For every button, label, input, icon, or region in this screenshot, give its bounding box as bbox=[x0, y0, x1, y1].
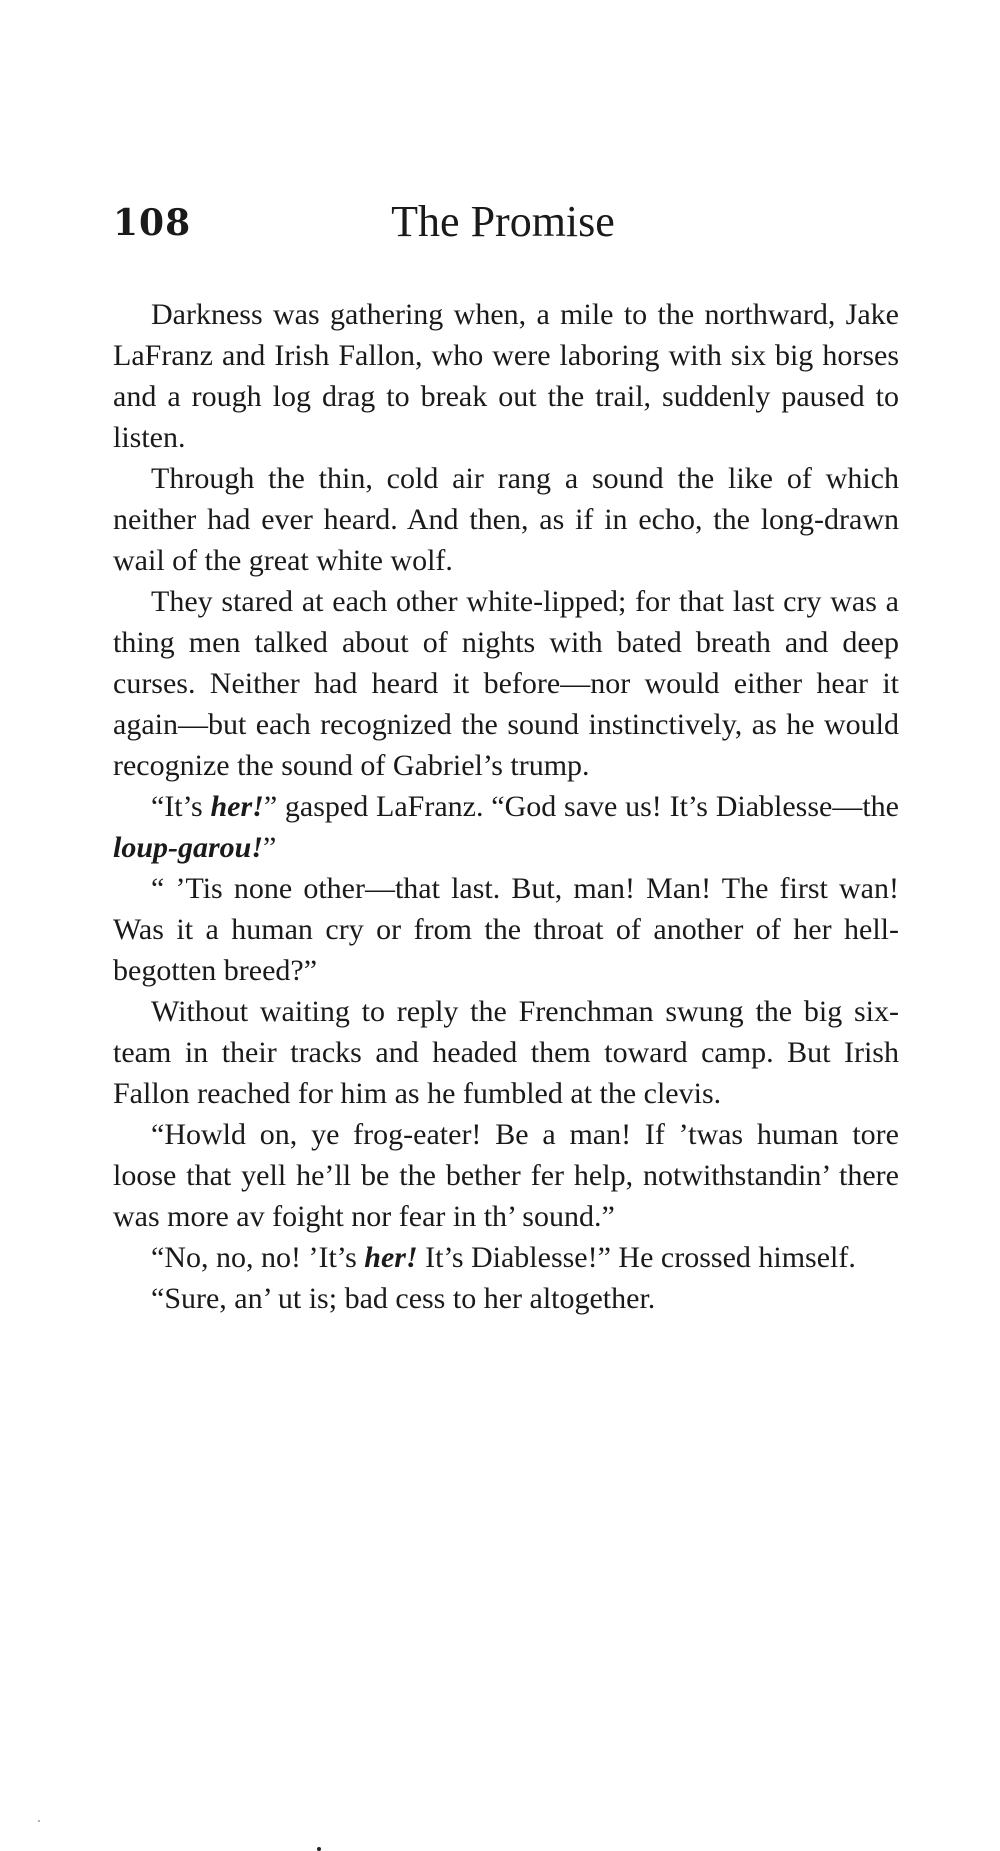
print-speck bbox=[317, 1847, 321, 1851]
paragraph bbox=[113, 294, 899, 458]
text-run: ” bbox=[263, 831, 277, 864]
text-run: ” gasped LaFranz. “God save us! It’s Diablesse—the bbox=[263, 790, 899, 823]
paragraph bbox=[113, 581, 899, 786]
text-run: “No, no, no! ’It’s bbox=[151, 1241, 365, 1274]
paragraph bbox=[113, 991, 899, 1114]
paragraph bbox=[113, 458, 899, 581]
paragraph bbox=[113, 868, 899, 991]
print-speck bbox=[38, 1820, 40, 1822]
text-run: “ ’Tis none other—that last. But, man! Man! The first wan! Was it a human cry or from the throat of another of her hell-begotten breed?” bbox=[113, 872, 899, 987]
text-run: Darkness was gathering when, a mile to the northward, Jake LaFranz and Irish Fallon, who were laboring with six big horses and a rough log drag to break out the trail, suddenly paused to listen. bbox=[113, 298, 899, 454]
text-run: “Howld on, ye frog-eater! Be a man! If ’twas human tore loose that yell he’ll be the bether fer help, notwithstandin’ there was more av foight nor fear in th’ sound.” bbox=[113, 1118, 899, 1233]
text-run: “Sure, an’ ut is; bad cess to her altogether. bbox=[151, 1282, 656, 1315]
emphasized-text: her! bbox=[364, 1241, 418, 1274]
emphasized-text: her! bbox=[210, 790, 264, 823]
page-number: 108 bbox=[113, 202, 192, 244]
text-run: Without waiting to reply the Frenchman swung the big six-team in their tracks and headed them toward camp. But Irish Fallon reached for him as he fumbled at the clevis. bbox=[113, 995, 899, 1110]
running-head bbox=[113, 196, 893, 256]
paragraph bbox=[113, 1237, 899, 1278]
text-run: It’s Diablesse!” He crossed himself. bbox=[417, 1241, 856, 1274]
body-text bbox=[113, 294, 899, 1319]
text-run: “It’s bbox=[151, 790, 211, 823]
text-run: Through the thin, cold air rang a sound the like of which neither had ever heard. And then, as if in echo, the long-drawn wail of the great white wolf. bbox=[113, 462, 899, 577]
text-run: They stared at each other white-lipped; for that last cry was a thing men talked about of nights with bated breath and deep curses. Neither had heard it before—nor would either hear it again—but each recognized the sound instinctively, as he would recognize the sound of Gabriel’s trump. bbox=[113, 585, 899, 782]
emphasized-text: loup-garou! bbox=[113, 831, 264, 864]
running-title: The Promise bbox=[391, 197, 615, 246]
paragraph bbox=[113, 786, 899, 868]
paragraph bbox=[113, 1114, 899, 1237]
paragraph bbox=[113, 1278, 899, 1319]
